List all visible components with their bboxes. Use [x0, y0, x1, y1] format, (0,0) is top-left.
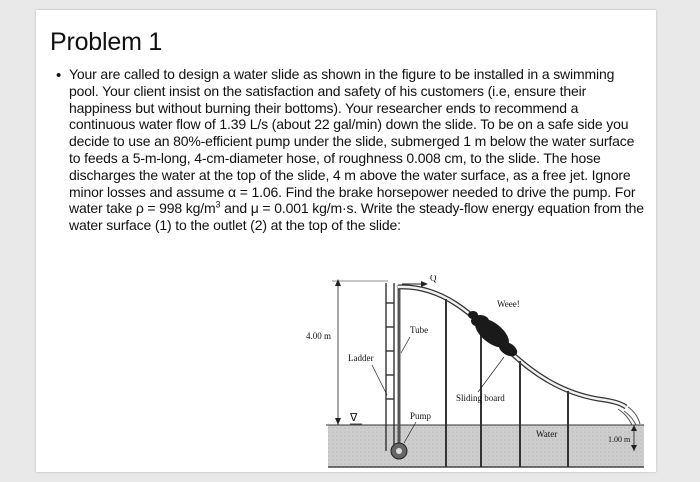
height-label: 4.00 m — [306, 331, 332, 341]
height-dim-arrow-top — [335, 279, 341, 286]
splash — [618, 407, 640, 425]
water-surface-marker-icon: ∇ — [350, 412, 358, 424]
water-label: Water — [536, 429, 558, 439]
sliding-board-label: Sliding board — [456, 393, 505, 403]
paragraph-part-2: and μ = 0.001 kg/m·s. Write the steady-flow energy equation from the water surface (1) to the outlet (2) at the top of the slide: — [69, 200, 644, 234]
problem-paragraph — [69, 66, 647, 234]
superscript-3: 3 — [215, 199, 221, 210]
water-region — [328, 425, 644, 467]
bullet-icon: • — [56, 67, 62, 84]
tube-leader — [401, 337, 410, 353]
flow-arrow-icon — [421, 281, 428, 287]
ladder-leader — [372, 365, 387, 395]
water-slide-figure — [268, 275, 648, 475]
pump-label: Pump — [410, 411, 432, 421]
tube-label: Tube — [410, 325, 429, 335]
height-dim-arrow-bottom — [335, 418, 341, 425]
rider-figure — [468, 311, 520, 359]
ladder-label: Ladder — [348, 353, 374, 363]
paragraph-part-1: Your are called to design a water slide as shown in the figure to be installed in a swimming pool. Your client insist on the satisfaction and safety of his customers (i.e, ensure their happiness but without burning their bottoms). Your researcher ends to recommend a continuous water flow of 1.39 L/s (about 22 gal/min) down the slide. To be on a safe side you decide to use an 80%-efficient pump under the slide, submerged 1 m below the water surface to feeds a 5-m-long, 4-cm-diameter hose, of roughness 0.008 cm, to the slide. The hose discharges the water at the top of the slide, 4 m above the water surface, as a free jet. Ignore minor losses and assume α = 1.06. Find the brake horsepower needed to drive the pump. For water take ρ = 998 kg/m — [69, 66, 636, 217]
flow-label: Q — [430, 275, 437, 283]
slide — [36, 10, 656, 472]
depth-label: 1.00 m — [608, 435, 631, 444]
slide-title: Problem 1 — [50, 28, 163, 56]
weee-label: Weee! — [497, 299, 520, 309]
